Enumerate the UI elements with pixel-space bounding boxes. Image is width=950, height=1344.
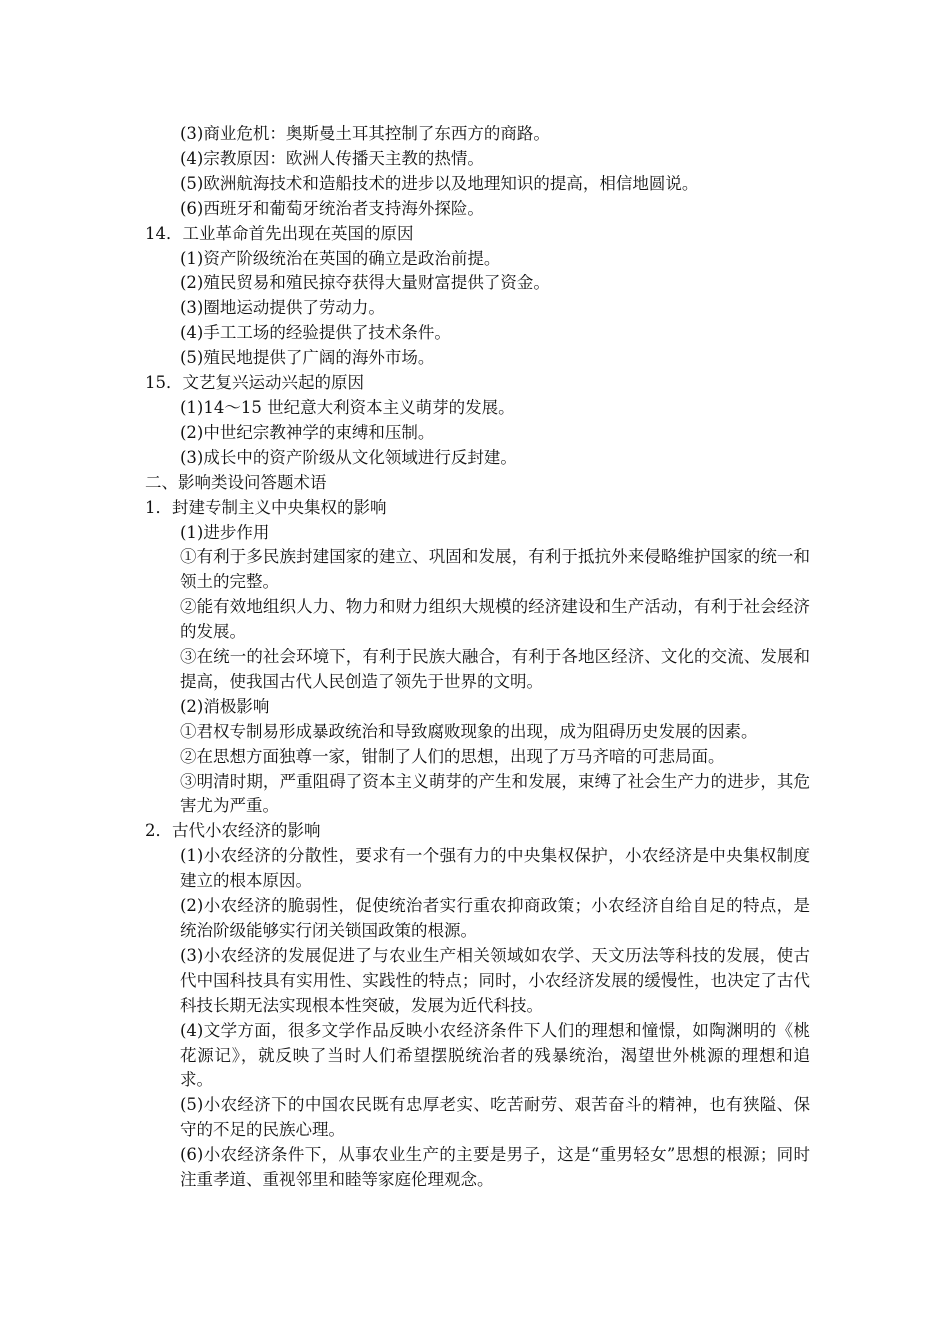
- paragraph: ①君权专制易形成暴政统治和导致腐败现象的出现，成为阻碍历史发展的因素。: [180, 721, 758, 741]
- list-item: (3)商业危机：奥斯曼土耳其控制了东西方的商路。: [180, 124, 550, 143]
- paragraph: (5)小农经济下的中国农民既有忠厚老实、吃苦耐劳、艰苦奋斗的精神，也有狭隘、保守的不足的民族心理。: [180, 1095, 810, 1140]
- document-body: [145, 122, 810, 1193]
- paragraph: ③明清时期，严重阻碍了资本主义萌芽的产生和发展，束缚了社会生产力的进步，其危害尤为严重。: [180, 771, 810, 816]
- list-item: (5)殖民地提供了广阔的海外市场。: [180, 348, 435, 368]
- paragraph: ②能有效地组织人力、物力和财力组织大规模的经济建设和生产活动，有利于社会经济的发展。: [180, 597, 810, 642]
- subsection-heading: (2)消极影响: [180, 696, 270, 716]
- paragraph: (6)小农经济条件下，从事农业生产的主要是男子，这是“重男轻女”思想的根源；同时注重孝道、重视邻里和睦等家庭伦理观念。: [180, 1145, 810, 1190]
- paragraph: (4)文学方面，很多文学作品反映小农经济条件下人们的理想和憧憬，如陶渊明的《桃花源记》，就反映了当时人们希望摆脱统治者的残暴统治，渴望世外桃源的理想和追求。: [180, 1020, 810, 1090]
- paragraph: (3)小农经济的发展促进了与农业生产相关领域如农学、天文历法等科技的发展，使古代中国科技具有实用性、实践性的特点；同时，小农经济发展的缓慢性，也决定了古代科技长期无法实现根本性突破，发展为近代科技。: [180, 945, 810, 1015]
- list-item: (2)中世纪宗教神学的束缚和压制。: [180, 422, 435, 442]
- paragraph: ①有利于多民族封建国家的建立、巩固和发展，有利于抵抗外来侵略维护国家的统一和领土的完整。: [180, 547, 810, 592]
- section-heading: 14．工业革命首先出现在英国的原因: [145, 223, 414, 243]
- list-item: (6)西班牙和葡萄牙统治者支持海外探险。: [180, 198, 484, 218]
- list-item: (4)宗教原因：欧洲人传播天主教的热情。: [180, 148, 484, 168]
- paragraph: (1)小农经济的分散性，要求有一个强有力的中央集权保护，小农经济是中央集权制度建立的根本原因。: [180, 846, 810, 891]
- list-item: (3)成长中的资产阶级从文化领域进行反封建。: [180, 447, 517, 467]
- list-item: (3)圈地运动提供了劳动力。: [180, 298, 385, 318]
- subsection-heading: (1)进步作用: [180, 522, 270, 542]
- list-item: (2)殖民贸易和殖民掠夺获得大量财富提供了资金。: [180, 273, 550, 293]
- paragraph: (2)小农经济的脆弱性，促使统治者实行重农抑商政策；小农经济自给自足的特点，是统治阶级能够实行闭关锁国政策的根源。: [180, 896, 810, 940]
- list-item: (1)资产阶级统治在英国的确立是政治前提。: [180, 248, 501, 268]
- list-item: (1)14～15 世纪意大利资本主义萌芽的发展。: [180, 397, 515, 417]
- paragraph: ②在思想方面独尊一家，钳制了人们的思想，出现了万马齐喑的可悲局面。: [180, 746, 725, 766]
- section-heading: 1．封建专制主义中央集权的影响: [145, 497, 387, 517]
- part-heading: 二、影响类设问答题术语: [145, 472, 327, 492]
- paragraph: ③在统一的社会环境下，有利于民族大融合，有利于各地区经济、文化的交流、发展和提高，使我国古代人民创造了领先于世界的文明。: [180, 647, 810, 691]
- section-heading: 15．文艺复兴运动兴起的原因: [145, 373, 364, 393]
- section-heading: 2．古代小农经济的影响: [145, 821, 321, 841]
- list-item: (5)欧洲航海技术和造船技术的进步以及地理知识的提高，相信地圆说。: [180, 173, 699, 193]
- list-item: (4)手工工场的经验提供了技术条件。: [180, 323, 451, 343]
